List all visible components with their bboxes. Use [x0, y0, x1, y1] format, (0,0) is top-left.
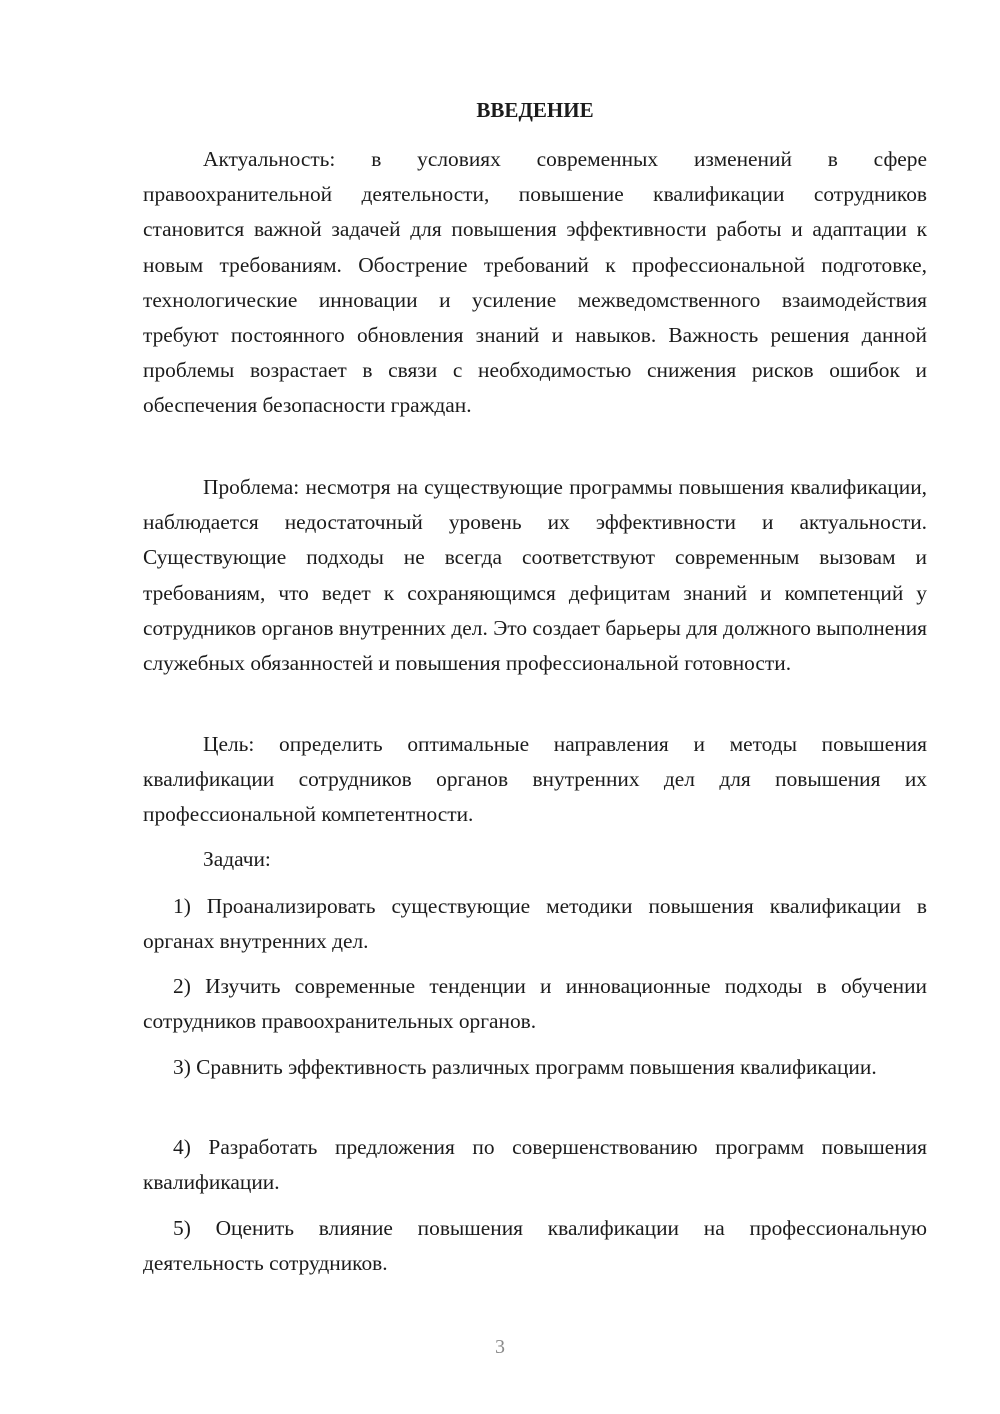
section-title: ВВЕДЕНИЕ — [476, 98, 594, 122]
paragraph-relevance: Актуальность: в условиях современных изменений в сфере правоохранительной деятельности, повышение квалификации сотрудников становится важной задачей для повышения эффективности работы и адаптации к новым требованиям. Обострение требований к профессиональной подготовке, технологические инновации и усиление межведомственного взаимодействия требуют постоянного обновления знаний и навыков. Важность решения данной проблемы возрастает в связи с необходимостью снижения рисков ошибок и обеспечения безопасности граждан. — [143, 147, 927, 418]
list-item-task-5: 5) Оценить влияние повышения квалификации на профессиональную деятельность сотрудников. — [143, 1216, 927, 1276]
list-item-task-1: 1) Проанализировать существующие методики повышения квалификации в органах внутренних дел. — [143, 894, 927, 954]
paragraph-goal: Цель: определить оптимальные направления и методы повышения квалификации сотрудников органов внутренних дел для повышения их профессиональной компетентности. — [143, 732, 927, 827]
list-item-task-4: 4) Разработать предложения по совершенствованию программ повышения квалификации. — [143, 1135, 927, 1195]
list-item-task-2: 2) Изучить современные тенденции и инновационные подходы в обучении сотрудников правоохранительных органов. — [143, 974, 927, 1034]
tasks-heading: Задачи: — [203, 847, 271, 871]
paragraph-problem: Проблема: несмотря на существующие программы повышения квалификации, наблюдается недостаточный уровень их эффективности и актуальности. Существующие подходы не всегда соответствуют современным вызовам и требованиям, что ведет к сохраняющимся дефицитам знаний и компетенций у сотрудников органов внутренних дел. Это создает барьеры для должного выполнения служебных обязанностей и повышения профессиональной готовности. — [143, 475, 927, 676]
page-number: 3 — [495, 1336, 505, 1358]
list-item-task-3: 3) Сравнить эффективность различных программ повышения квалификации. — [173, 1055, 877, 1079]
